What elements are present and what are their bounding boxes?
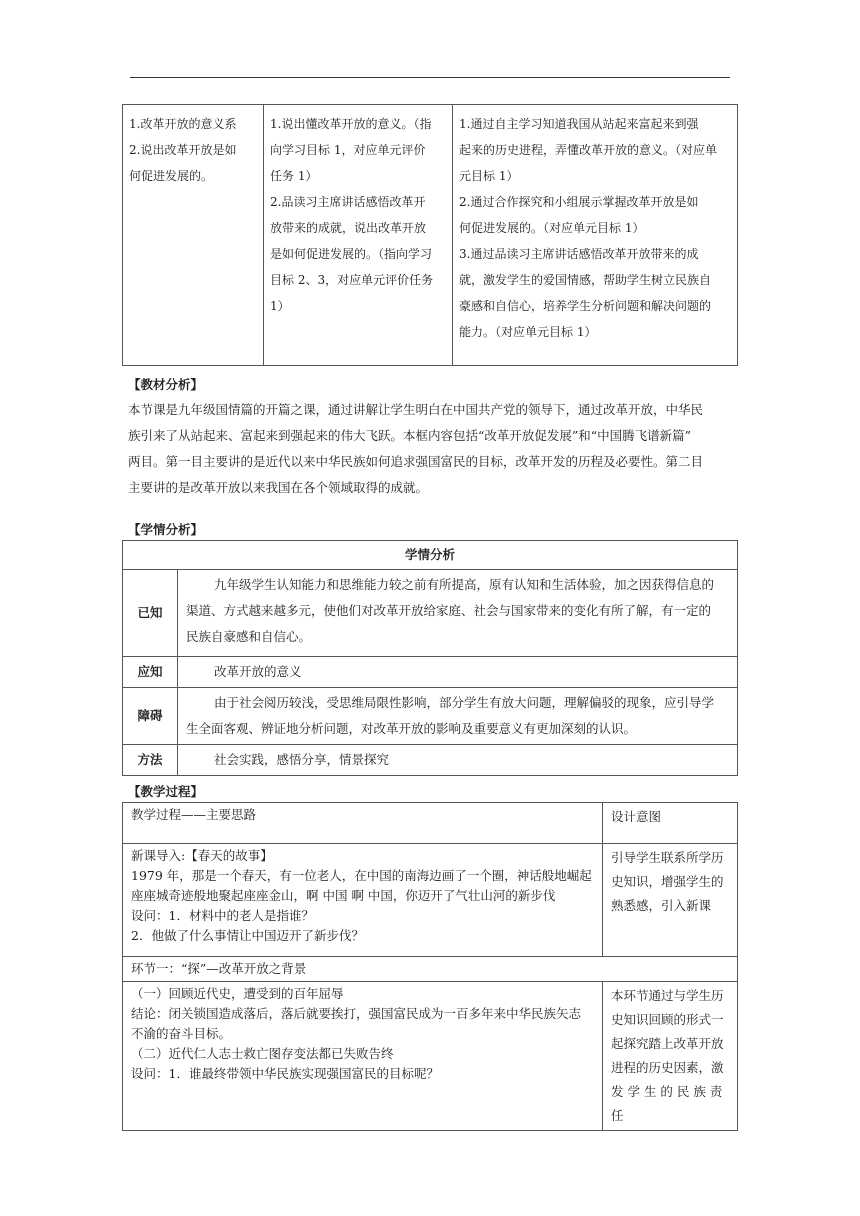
cell-line: 2．他做了什么事情让中国迈开了新步伐？	[131, 928, 364, 943]
table-row	[123, 803, 738, 844]
cell-line: 1）	[270, 299, 290, 313]
cell-line: （二）近代仁人志士救亡图存变法都已失败告终	[131, 1046, 394, 1061]
value-line: 民族自豪感和自信心。	[186, 629, 312, 644]
cell-line: 本环节通过与学生历	[611, 988, 724, 1003]
value-line: 由于社会阅历较浅，受思维局限性影响，部分学生有放大问题，理解偏驳的现象，应引导学	[214, 695, 715, 710]
textbook-analysis-heading: 【教材分析】	[128, 377, 204, 392]
value-line: 生全面客观、辨证地分析问题，对改革开放的影响及重要意义有更加深刻的认识。	[186, 721, 637, 736]
table-row	[123, 957, 738, 982]
cell-line: 熟悉感，引入新课	[611, 898, 712, 913]
teaching-process-heading: 【教学过程】	[128, 784, 204, 799]
objectives-table	[122, 104, 738, 366]
table-row	[123, 105, 738, 366]
cell-line: 2.通过合作探究和小组展示掌握改革开放是如	[459, 195, 699, 209]
cell-line: 引导学生联系所学历	[611, 850, 724, 865]
table-row	[123, 570, 738, 657]
row-label: 已知	[123, 570, 178, 657]
section-title-cell: 环节一：“探”—改革开放之背景	[123, 957, 738, 982]
table-row	[123, 982, 738, 1131]
table-row	[123, 844, 738, 957]
cell-line: 2.说出改革开放是如	[129, 143, 237, 157]
table-row	[123, 541, 738, 570]
row-value	[178, 657, 738, 688]
cell-line: 进程的历史因素，激	[611, 1060, 724, 1075]
textbook-analysis-paragraph	[128, 397, 730, 501]
paragraph-line: 主要讲的是改革开放以来我国在各个领域取得的成就。	[128, 480, 429, 495]
cell-line: 1.改革开放的意义系	[129, 117, 237, 131]
cell-line: 是如何促进发展的。（指向学习	[270, 247, 433, 261]
table-row	[123, 688, 738, 745]
cell-line: 1.说出懂改革开放的意义。（指	[270, 117, 432, 131]
cell-line: 目标 2、3，对应单元评价任务	[270, 273, 434, 287]
cell-line: 何促进发展的。（对应单元目标 1）	[459, 221, 645, 235]
intro-cell	[123, 844, 603, 957]
section-content-cell	[123, 982, 603, 1131]
cell-line: 起探究踏上改革开放	[611, 1036, 724, 1051]
value-line: 渠道、方式越来越多元，使他们对改革开放给家庭、社会与国家带来的变化有所了解，有一定的	[186, 603, 712, 618]
cell-line: 史知识，增强学生的	[611, 874, 724, 889]
cell-line: 起来的历史进程，弄懂改革开放的意义。（对应单	[459, 143, 718, 157]
cell-line: 放带来的成就，说出改革开放	[270, 221, 427, 235]
cell-line: 3.通过品读习主席讲话感悟改革开放带来的成	[459, 247, 699, 261]
cell-line: 设问：1．材料中的老人是指谁？	[131, 908, 314, 923]
cell-line: 新课导入:【春天的故事】	[131, 848, 273, 863]
paragraph-line: 两目。第一目主要讲的是近代以来中华民族如何追求强国富民的目标，改革开发的历程及必要性。第二目	[128, 454, 704, 469]
table-row	[123, 745, 738, 776]
cell-line: 向学习目标 1，对应单元评价	[270, 143, 426, 157]
objectives-col-1	[123, 105, 264, 366]
cell-line: 发 学 生 的 民 族 责 任	[611, 1084, 723, 1123]
process-header-right: 设计意图	[603, 803, 738, 844]
cell-line: （一）回顾近代史，遭受到的百年屈辱	[131, 986, 344, 1001]
section-intent-cell	[603, 982, 738, 1131]
student-analysis-table	[122, 540, 738, 776]
cell-line: 设问：1．谁最终带领中华民族实现强国富民的目标呢？	[131, 1066, 439, 1081]
row-value	[178, 688, 738, 745]
cell-line: 就，激发学生的爱国情感，帮助学生树立民族自	[459, 273, 712, 287]
row-label: 方法	[123, 745, 178, 776]
row-value	[178, 745, 738, 776]
teaching-process-table	[122, 802, 738, 1131]
row-label: 应知	[123, 657, 178, 688]
cell-line: 何促进发展的。	[129, 169, 214, 183]
cell-line: 史知识回顾的形式一	[611, 1012, 724, 1027]
cell-line: 1.通过自主学习知道我国从站起来富起来到强	[459, 117, 699, 131]
objectives-col-2	[264, 105, 453, 366]
student-analysis-title: 学情分析	[123, 541, 738, 570]
cell-line: 不渝的奋斗目标。	[131, 1026, 232, 1041]
cell-line: 能力。（对应单元目标 1）	[459, 325, 597, 339]
paragraph-line: 族引来了从站起来、富起来到强起来的伟大飞跃。本框内容包括“改革开放促发展”和“中国腾飞谱新篇”	[128, 428, 692, 443]
value-line: 社会实践，感悟分享，情景探究	[214, 752, 390, 767]
cell-line: 元目标 1）	[459, 169, 519, 183]
cell-line: 任务 1）	[270, 169, 318, 183]
header-rule	[130, 77, 730, 78]
cell-line: 1979 年，那是一个春天，有一位老人，在中国的南海边画了一个圈，神话般地崛起	[131, 868, 592, 883]
intro-intent-cell	[603, 844, 738, 957]
table-row	[123, 657, 738, 688]
value-line: 改革开放的意义	[214, 664, 302, 679]
process-header-left: 教学过程——主要思路	[123, 803, 603, 844]
cell-line: 结论：闭关锁国造成落后，落后就要挨打，强国富民成为一百多年来中华民族矢志	[131, 1006, 582, 1021]
row-label: 障碍	[123, 688, 178, 745]
cell-line: 豪感和自信心，培养学生分析问题和解决问题的	[459, 299, 712, 313]
cell-line: 2.品读习主席讲话感悟改革开	[270, 195, 426, 209]
cell-line: 座座城奇迹般地聚起座座金山，啊 中国 啊 中国，你迈开了气壮山河的新步伐	[131, 888, 556, 903]
value-line: 九年级学生认知能力和思维能力较之前有所提高，原有认知和生活体验，加之因获得信息的	[214, 577, 715, 592]
row-value	[178, 570, 738, 657]
student-analysis-heading: 【学情分析】	[128, 522, 204, 537]
objectives-col-3	[453, 105, 738, 366]
paragraph-line: 本节课是九年级国情篇的开篇之课，通过讲解让学生明白在中国共产党的领导下，通过改革开放，中华民	[128, 402, 704, 417]
